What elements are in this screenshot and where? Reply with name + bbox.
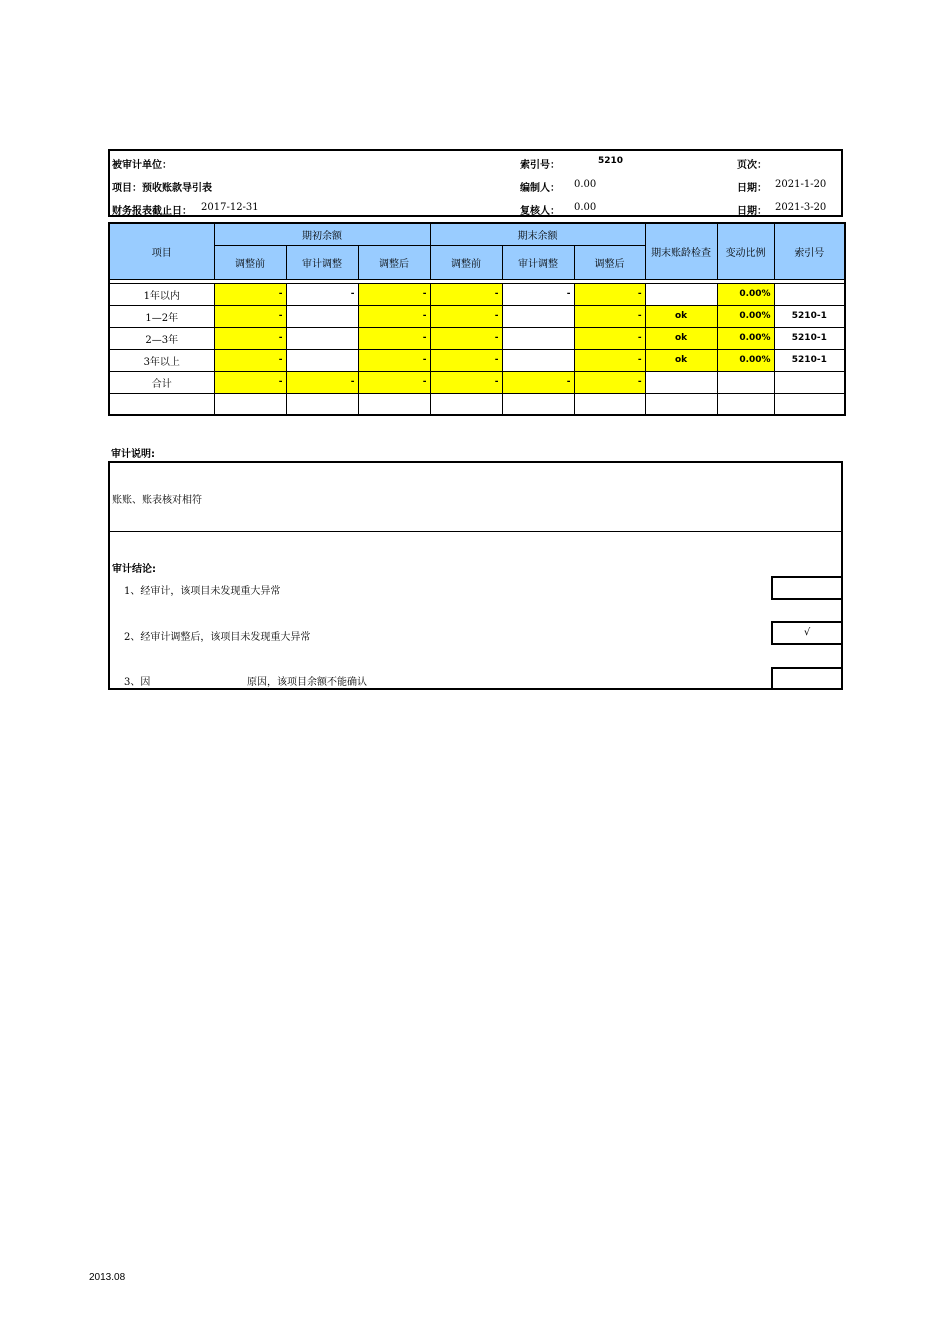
cell-value[interactable]: - [358,349,430,371]
sub-header: 审计调整 [286,245,358,279]
row-index: 5210-1 [774,327,845,349]
cell-value[interactable]: - [574,349,645,371]
cell-value: - [502,371,574,393]
reviewer-label: 复核人： [520,206,560,217]
cell-value[interactable] [502,305,574,327]
cell-value[interactable] [286,349,358,371]
cell-value: - [430,371,502,393]
cell-value[interactable]: - [358,305,430,327]
cell-value[interactable] [502,349,574,371]
empty-cell[interactable] [502,393,574,415]
row-index: 5210-1 [774,305,845,327]
reviewer-value: 0.00 [574,202,597,213]
col-change-ratio-header: 变动比例 [717,223,774,279]
audited-unit-label: 被审计单位： [112,160,172,171]
table-row [109,349,845,371]
aging-check: ok [645,305,717,327]
empty-cell[interactable] [358,393,430,415]
conclusion-3-suffix: 原因，该项目余额不能确认 [247,677,367,688]
cell-value[interactable]: - [430,305,502,327]
aging-check: ok [645,327,717,349]
explain-label: 审计说明: [111,449,155,460]
empty-cell[interactable] [774,393,845,415]
empty-cell[interactable] [109,393,214,415]
date1-value: 2021-1-20 [775,179,827,190]
conclusion-3-checkbox[interactable] [771,667,843,690]
cell-value[interactable] [286,327,358,349]
cell-value[interactable] [502,327,574,349]
empty-cell[interactable] [645,393,717,415]
cell-value[interactable]: - [214,349,286,371]
period-value: 2017-12-31 [201,202,259,213]
col-index-header: 索引号 [774,223,845,279]
row-index [774,371,845,393]
explain-text[interactable]: 账账、账表核对相符 [112,495,202,506]
notes-divider [110,531,841,532]
notes-box [108,461,843,690]
aging-check: ok [645,349,717,371]
row-label: 3年以上 [109,349,214,371]
cell-value: - [358,371,430,393]
aging-check [645,283,717,305]
change-ratio: 0.00% [717,283,774,305]
change-ratio: 0.00% [717,305,774,327]
sub-header: 审计调整 [502,245,574,279]
conclusion-1-checkbox[interactable] [771,576,843,600]
conclusion-2-checkbox[interactable]: √ [771,621,843,645]
cell-value[interactable]: - [502,283,574,305]
cell-value: - [286,371,358,393]
empty-cell[interactable] [430,393,502,415]
group-end-header: 期末余额 [430,223,645,245]
change-ratio [717,371,774,393]
table-row [109,305,845,327]
empty-cell[interactable] [286,393,358,415]
table-row-total [109,371,845,393]
row-label: 1—2年 [109,305,214,327]
cell-value[interactable]: - [574,327,645,349]
change-ratio: 0.00% [717,327,774,349]
table-row-empty [109,393,845,415]
period-label: 财务报表截止日： [112,206,192,217]
page-label: 页次： [737,160,767,171]
cell-value[interactable]: - [214,283,286,305]
row-label: 2—3年 [109,327,214,349]
cell-value: - [574,371,645,393]
preparer-value: 0.00 [574,179,597,190]
cell-value[interactable]: - [430,283,502,305]
row-index: 5210-1 [774,349,845,371]
version-label: 2013.08 [89,1272,126,1283]
cell-value[interactable]: - [574,305,645,327]
aging-check [645,371,717,393]
cell-value[interactable]: - [430,327,502,349]
guide-table [108,222,846,416]
change-ratio: 0.00% [717,349,774,371]
sub-header: 调整前 [214,245,286,279]
row-index [774,283,845,305]
conclusion-1: 1、经审计，该项目未发现重大异常 [124,586,281,597]
empty-cell[interactable] [574,393,645,415]
cell-value[interactable]: - [574,283,645,305]
cell-value[interactable]: - [430,349,502,371]
table-row [109,283,845,305]
cell-value[interactable]: - [214,305,286,327]
sub-header: 调整后 [574,245,645,279]
project-label: 项目：预收账款导引表 [112,183,212,194]
index-label: 索引号： [520,160,560,171]
preparer-label: 编制人： [520,183,560,194]
conclusion-3-prefix: 3、因 [124,677,151,688]
conclusion-label: 审计结论: [112,564,156,575]
date1-label: 日期： [737,183,767,194]
date2-value: 2021-3-20 [775,202,827,213]
sub-header: 调整前 [430,245,502,279]
col-item-header: 项目 [109,223,214,279]
group-begin-header: 期初余额 [214,223,430,245]
cell-value[interactable] [286,305,358,327]
cell-value[interactable]: - [358,327,430,349]
empty-cell[interactable] [717,393,774,415]
sub-header: 调整后 [358,245,430,279]
cell-value: - [214,371,286,393]
header-box [108,149,843,217]
row-label: 合计 [109,371,214,393]
table-row [109,327,845,349]
cell-value[interactable]: - [214,327,286,349]
row-label: 1年以内 [109,283,214,305]
index-value: 5210 [598,156,624,166]
cell-value[interactable]: - [286,283,358,305]
conclusion-2: 2、经审计调整后，该项目未发现重大异常 [124,632,311,643]
cell-value[interactable]: - [358,283,430,305]
empty-cell[interactable] [214,393,286,415]
col-aging-check-header: 期末账龄检查 [645,223,717,279]
date2-label: 日期： [737,206,767,217]
